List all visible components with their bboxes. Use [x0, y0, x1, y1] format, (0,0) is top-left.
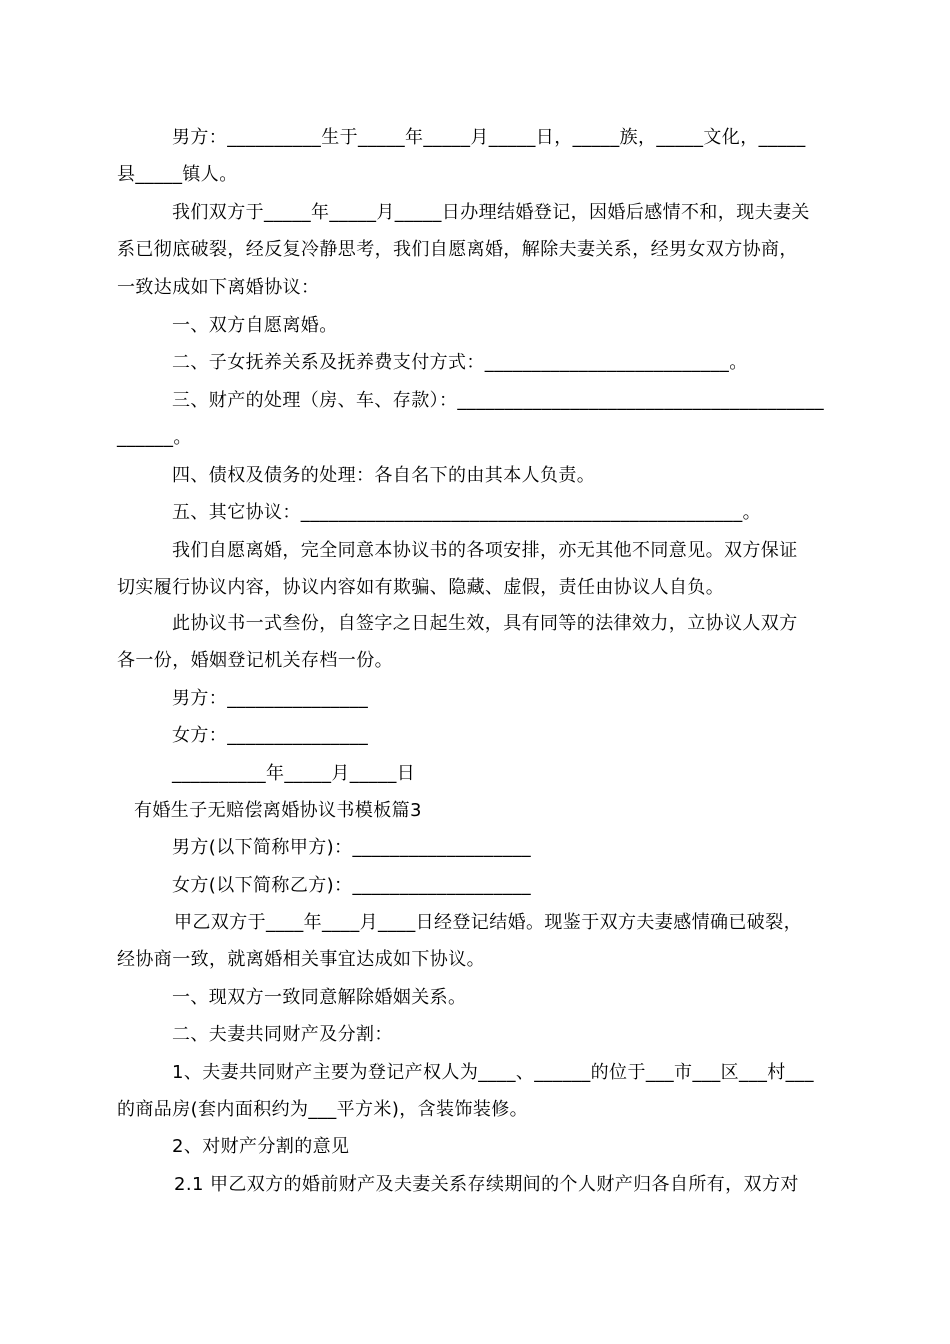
text-line: 此协议书一式叁份，自签字之日起生效，具有同等的法律效力，立协议人双方	[172, 613, 798, 634]
text-line: 男方：_______________	[172, 688, 369, 709]
text-line: 男方(以下简称甲方)：___________________	[172, 837, 532, 858]
text-line: __________年_____月_____日	[172, 763, 416, 784]
text-line: 女方：_______________	[172, 725, 369, 746]
text-line: 的商品房(套内面积约为___平方米)，含装饰装修。	[117, 1099, 529, 1120]
text-line: 甲乙双方于____年____月____日经登记结婚。现鉴于双方夫妻感情确已破裂，	[174, 912, 802, 933]
text-line: 我们双方于_____年_____月_____日办理结婚登记，因婚后感情不和，现夫妻关	[172, 202, 810, 223]
text-line: 女方(以下简称乙方)：___________________	[172, 875, 532, 896]
text-line: ______。	[117, 427, 192, 448]
text-line: 各一份，婚姻登记机关存档一份。	[117, 650, 393, 671]
section-heading: 有婚生子无赔偿离婚协议书模板篇3	[134, 800, 422, 821]
text-line: 男方：__________生于_____年_____月_____日，_____族，_____文化，_____	[172, 127, 806, 148]
text-line: 二、子女抚养关系及抚养费支付方式：__________________________。	[172, 352, 748, 373]
text-line: 二、夫妻共同财产及分割：	[172, 1024, 393, 1045]
text-line: 县_____镇人。	[117, 164, 238, 185]
text-line: 我们自愿离婚，完全同意本协议书的各项安排，亦无其他不同意见。双方保证	[172, 540, 798, 561]
text-line: 五、其它协议：_______________________________________________。	[172, 502, 761, 523]
text-line: 四、债权及债务的处理：各自名下的由其本人负责。	[172, 465, 596, 486]
text-line: 经协商一致，就离婚相关事宜达成如下协议。	[117, 949, 485, 970]
text-line: 切实履行协议内容，协议内容如有欺骗、隐藏、虚假，责任由协议人自负。	[117, 577, 725, 598]
text-line: 2、对财产分割的意见	[172, 1136, 350, 1157]
text-line: 1、夫妻共同财产主要为登记产权人为____、______的位于___市___区___村___	[172, 1062, 814, 1083]
text-line: 系已彻底破裂，经反复冷静思考，我们自愿离婚，解除夫妻关系，经男女双方协商，	[117, 239, 798, 260]
text-line: 三、财产的处理（房、车、存款）：_______________________________________	[172, 390, 824, 411]
text-line: 一、现双方一致同意解除婚姻关系。	[172, 987, 467, 1008]
text-line: 2.1 甲乙双方的婚前财产及夫妻关系存续期间的个人财产归各自所有，双方对	[174, 1174, 799, 1195]
text-line: 一致达成如下离婚协议：	[117, 277, 320, 298]
text-line: 一、双方自愿离婚。	[172, 315, 338, 336]
